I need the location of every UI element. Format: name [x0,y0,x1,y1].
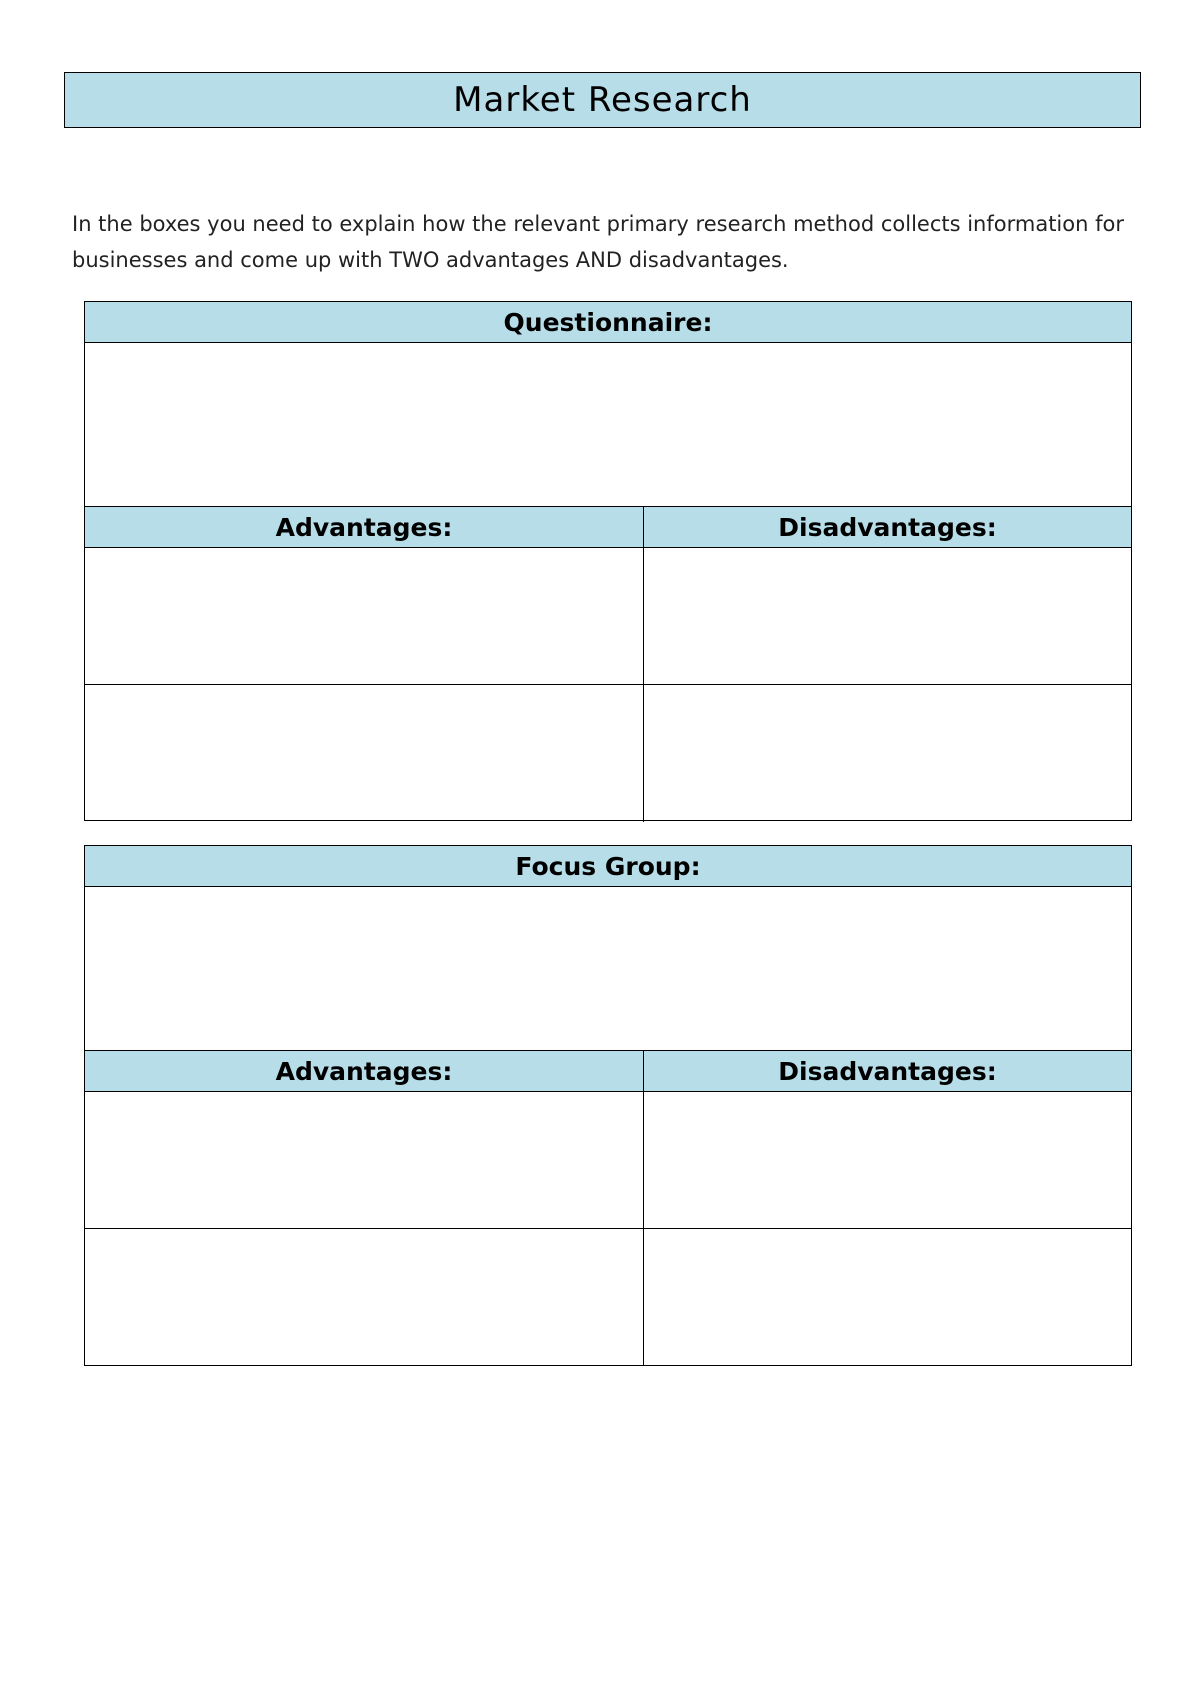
focus-group-disadvantages-header: Disadvantages: [644,1051,1131,1092]
focus-group-header: Focus Group: [85,846,1131,887]
questionnaire-disadvantages-column [644,507,1131,822]
instructions-text: In the boxes you need to explain how the relevant primary research method collects information for businesses and come up with TWO advantages AND disadvantages. [72,212,1124,272]
questionnaire-section [84,301,1132,821]
focus-group-advantages-column [85,1051,644,1366]
focus-group-explanation-box[interactable] [85,887,1131,1051]
focus-group-advantage-2-box[interactable] [85,1229,643,1366]
questionnaire-header: Questionnaire: [85,302,1131,343]
questionnaire-advantage-2-box[interactable] [85,685,643,822]
focus-group-section [84,845,1132,1366]
questionnaire-disadvantages-header: Disadvantages: [644,507,1131,548]
questionnaire-explanation-box[interactable] [85,343,1131,507]
questionnaire-disadvantage-1-box[interactable] [644,548,1131,685]
title-banner [64,72,1141,128]
questionnaire-advantages-header: Advantages: [85,507,643,548]
focus-group-disadvantage-1-box[interactable] [644,1092,1131,1229]
questionnaire-disadvantage-2-box[interactable] [644,685,1131,822]
focus-group-advantage-1-box[interactable] [85,1092,643,1229]
focus-group-disadvantages-column [644,1051,1131,1366]
focus-group-pros-cons-grid [85,1051,1131,1366]
focus-group-disadvantage-2-box[interactable] [644,1229,1131,1366]
focus-group-advantages-header: Advantages: [85,1051,643,1092]
questionnaire-advantages-column [85,507,644,822]
page-title: Market Research [453,80,752,120]
questionnaire-advantage-1-box[interactable] [85,548,643,685]
questionnaire-pros-cons-grid [85,507,1131,822]
